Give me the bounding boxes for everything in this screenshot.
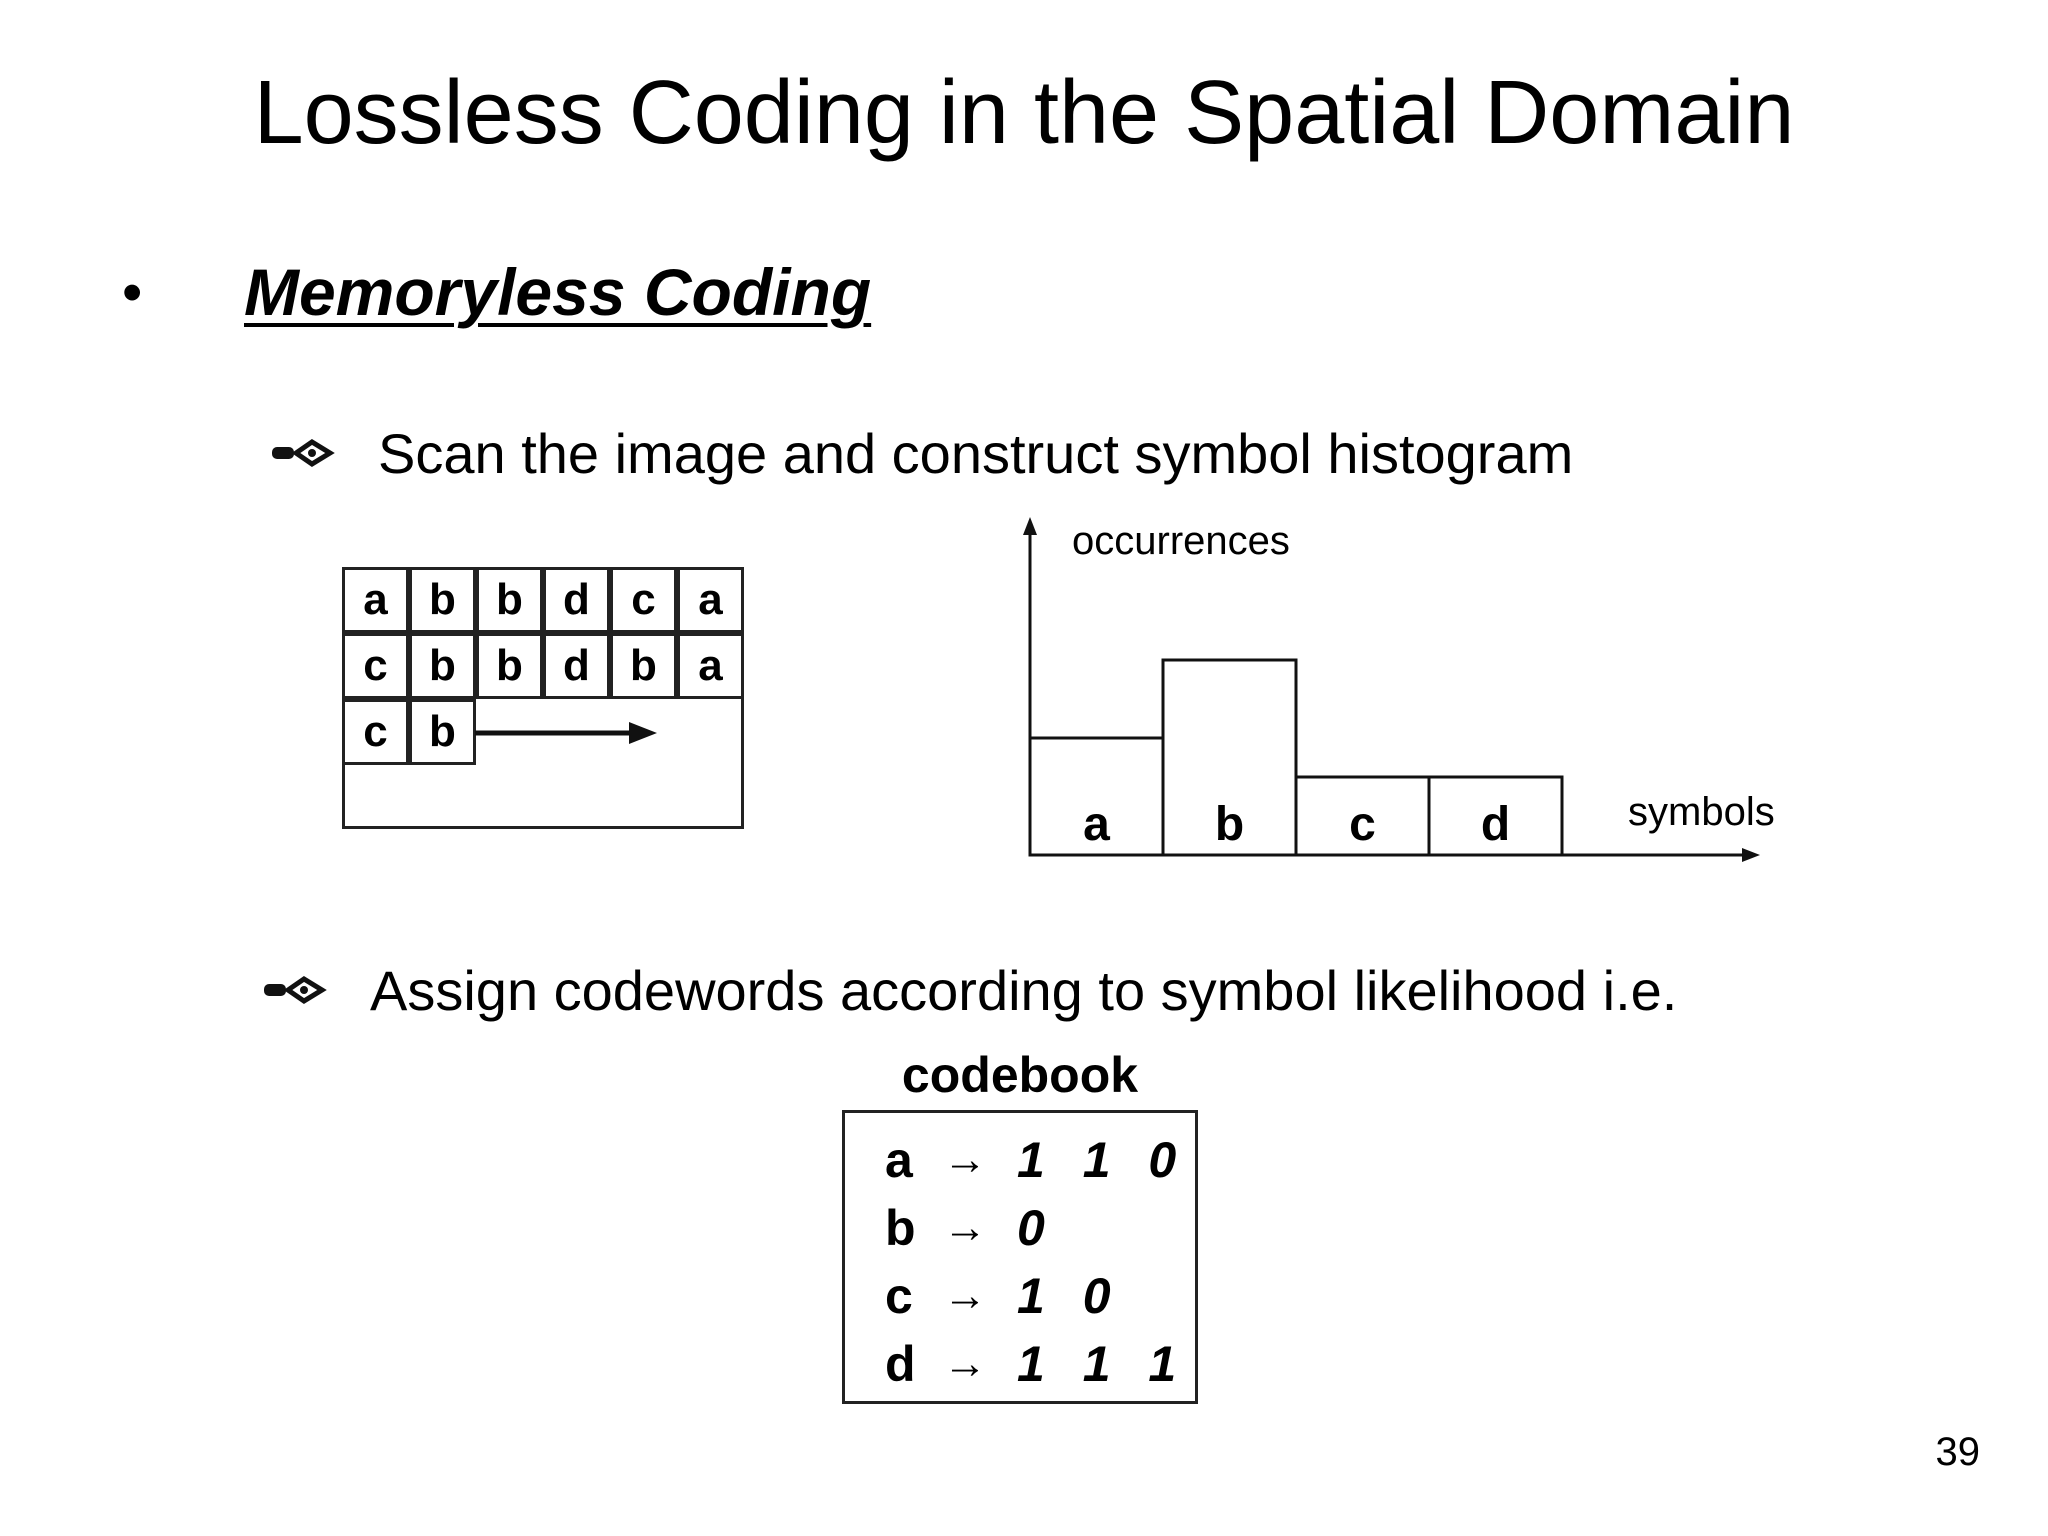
grid-cell: a xyxy=(677,567,744,633)
right-arrow-icon: → xyxy=(943,1203,987,1252)
codebook-symbol: b xyxy=(885,1200,916,1256)
grid-cell: a xyxy=(342,567,409,633)
codeword: 1 0 xyxy=(1017,1268,1123,1324)
step-assign xyxy=(264,955,1677,1025)
page-number: 39 xyxy=(1935,1430,1980,1474)
grid-cell: b xyxy=(409,699,476,765)
codebook-row xyxy=(885,1127,1188,1193)
grid-cell: b xyxy=(476,567,543,633)
codebook-symbol: a xyxy=(885,1132,913,1188)
grid-cell: a xyxy=(677,633,744,699)
bar-label: c xyxy=(1349,798,1376,851)
arrow-pointer-icon xyxy=(272,438,336,468)
right-arrow-icon: → xyxy=(943,1339,987,1388)
x-axis-label: symbols xyxy=(1628,790,1775,834)
grid-cell: b xyxy=(476,633,543,699)
step-scan-text: Scan the image and construct symbol histogram xyxy=(378,421,1574,485)
codeword: 1 1 1 xyxy=(1017,1336,1189,1392)
bullet-dot: • xyxy=(122,259,143,325)
bullet-heading: Memoryless Coding xyxy=(244,255,872,329)
grid-cell: c xyxy=(342,699,409,765)
y-axis-arrowhead xyxy=(1023,517,1037,535)
scan-arrow-icon xyxy=(345,570,747,832)
step-assign-text: Assign codewords according to symbol likelihood i.e. xyxy=(370,958,1678,1022)
codebook-row xyxy=(885,1331,1188,1397)
right-arrow-icon: → xyxy=(943,1271,987,1320)
codeword: 0 xyxy=(1017,1200,1057,1256)
slide-title: Lossless Coding in the Spatial Domain xyxy=(253,63,1795,163)
symbol-histogram xyxy=(1000,515,1820,865)
grid-cell: b xyxy=(409,567,476,633)
codebook-row xyxy=(885,1263,1123,1329)
x-axis-arrowhead xyxy=(1742,848,1760,862)
bar-label: d xyxy=(1480,798,1511,851)
symbol-grid xyxy=(342,567,744,829)
codebook-symbol: c xyxy=(885,1268,913,1324)
right-arrow-icon: → xyxy=(943,1135,987,1184)
codebook-table xyxy=(842,1110,1198,1404)
grid-cell: c xyxy=(342,633,409,699)
grid-cell: c xyxy=(610,567,677,633)
y-axis-label: occurrences xyxy=(1072,519,1290,563)
bar-label: a xyxy=(1083,798,1110,851)
codebook-title: codebook xyxy=(901,1047,1139,1103)
arrow-pointer-icon xyxy=(264,975,328,1005)
grid-cell: b xyxy=(409,633,476,699)
grid-cell: d xyxy=(543,633,610,699)
codebook-row xyxy=(885,1195,1057,1261)
bullet-item xyxy=(122,252,871,332)
grid-cell: d xyxy=(543,567,610,633)
codeword: 1 1 0 xyxy=(1017,1132,1189,1188)
step-scan xyxy=(272,418,1573,488)
bar-label: b xyxy=(1214,798,1245,851)
grid-cell: b xyxy=(610,633,677,699)
codebook-symbol: d xyxy=(885,1336,916,1392)
